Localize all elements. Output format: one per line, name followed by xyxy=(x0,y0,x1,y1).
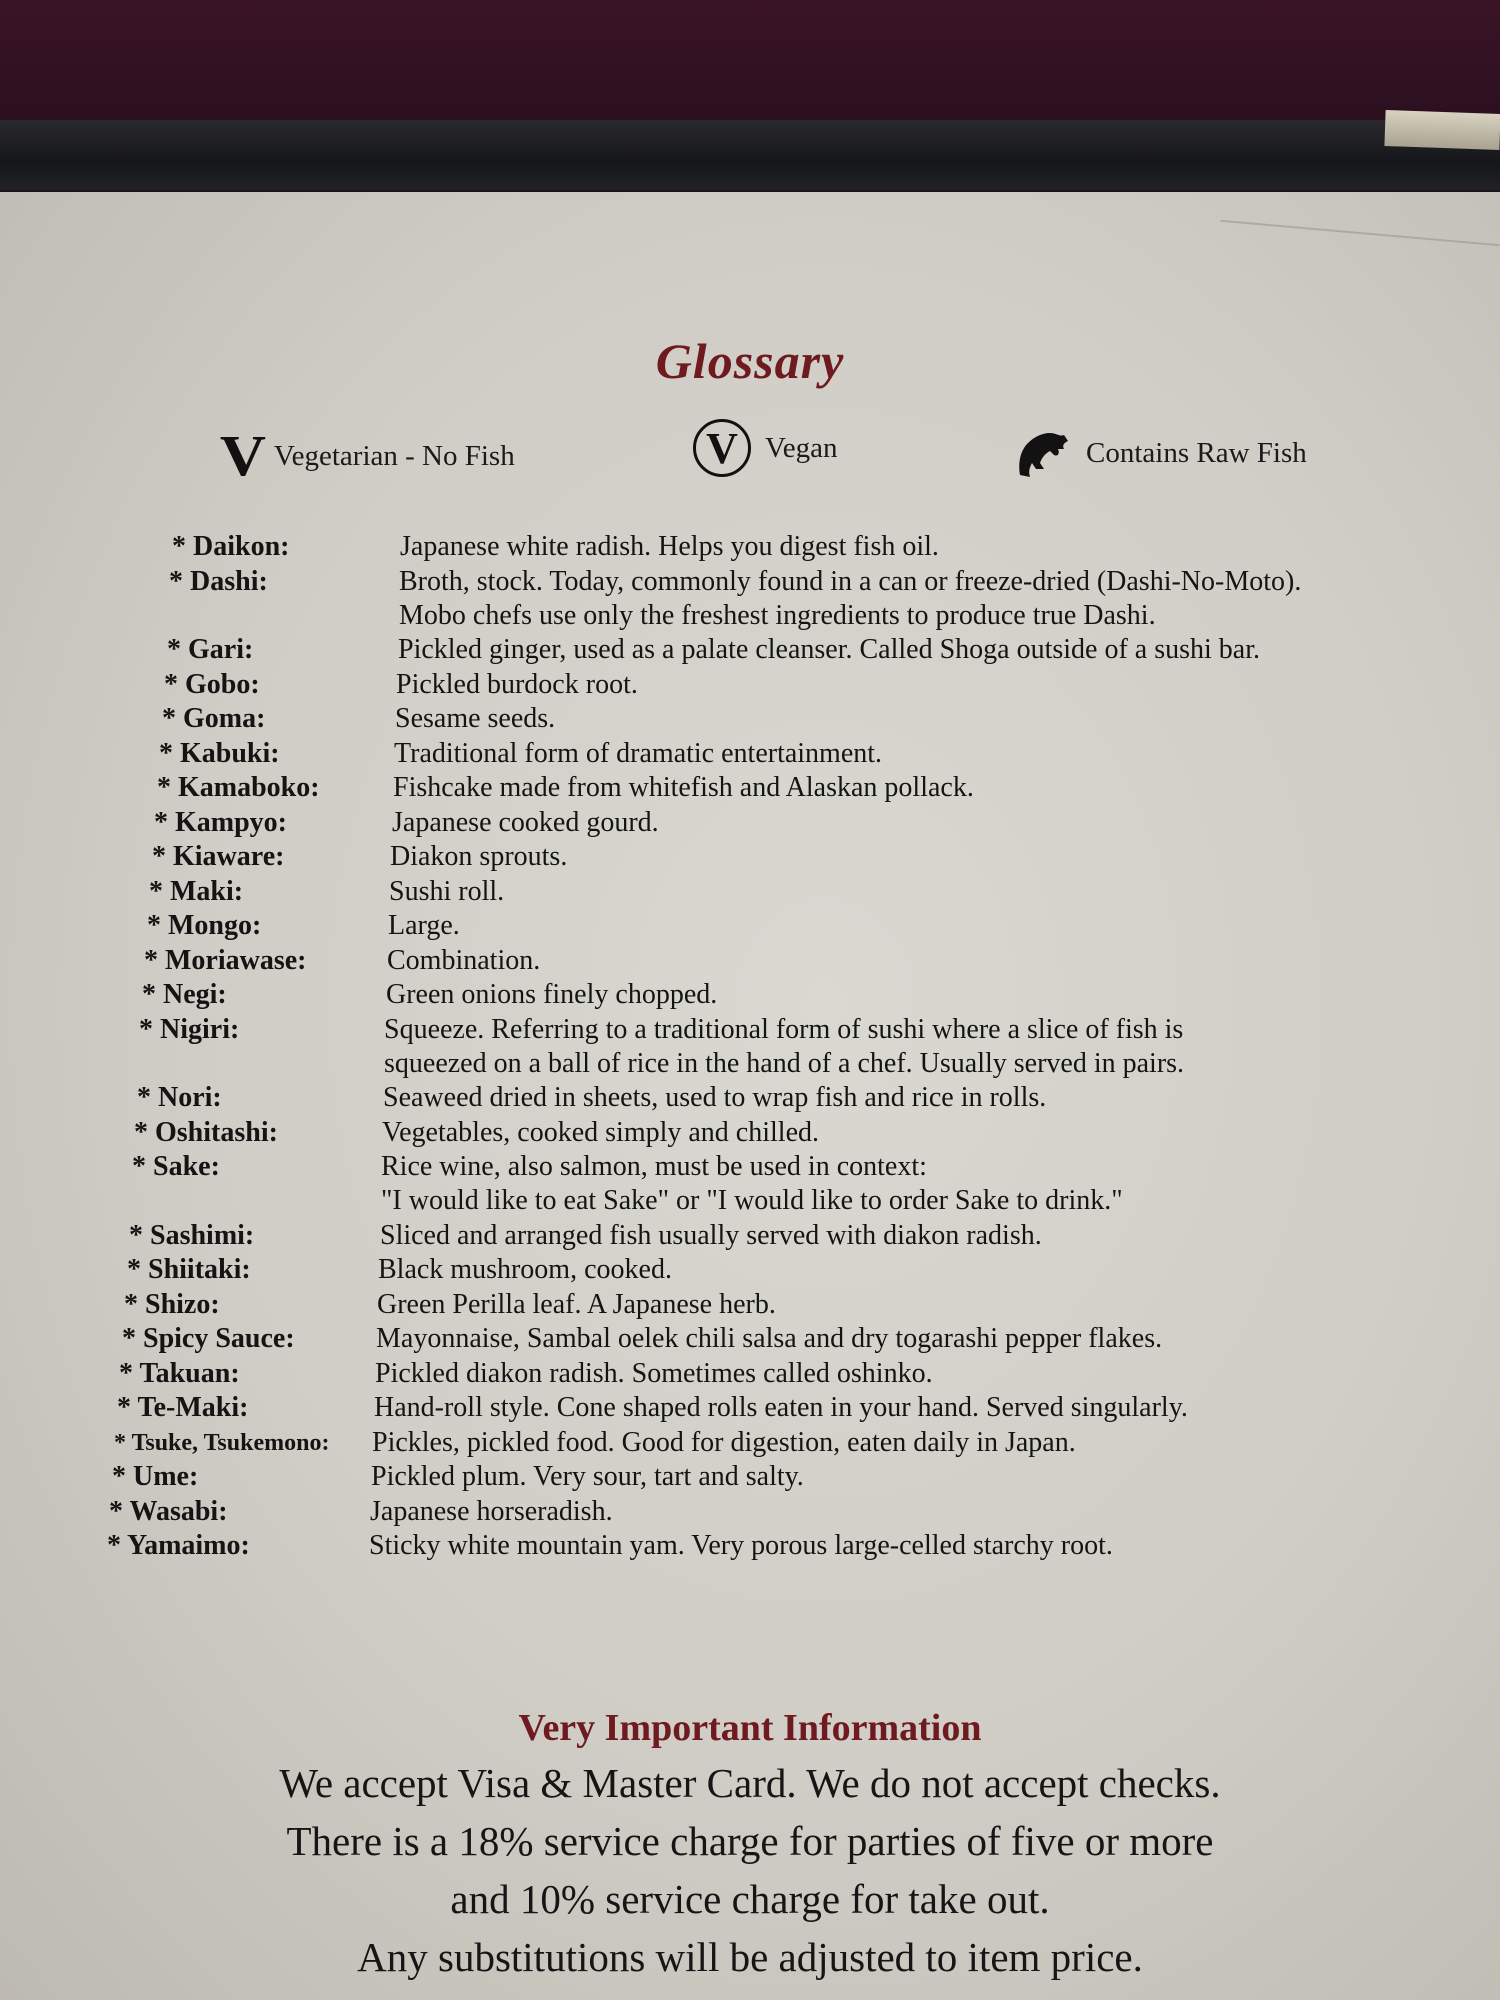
glossary-definition xyxy=(399,565,1301,633)
glossary-definition xyxy=(400,530,939,564)
definition-line: Broth, stock. Today, commonly found in a can or freeze-dried (Dashi-No-Moto). xyxy=(399,565,1302,597)
definition-line: Pickled ginger, used as a palate cleanser. Called Shoga outside of a sushi bar. xyxy=(398,634,1260,665)
glossary-definition xyxy=(375,1357,933,1391)
important-info xyxy=(0,1702,1500,1986)
glossary-definition xyxy=(394,737,882,771)
definition-line: "I would like to eat Sake" or "I would like to order Sake to drink." xyxy=(381,1185,1123,1216)
definition-line: Japanese cooked gourd. xyxy=(392,806,659,838)
legend-vegan-label: Vegan xyxy=(765,431,838,464)
definition-line: Mobo chefs use only the freshest ingredients to produce true Dashi. xyxy=(399,599,1156,631)
glossary-definition xyxy=(386,978,717,1012)
glossary-term: * Maki: xyxy=(149,875,244,907)
glossary-term: * Yamaimo: xyxy=(107,1530,250,1561)
definition-line: Fishcake made from whitefish and Alaskan pollack. xyxy=(393,772,974,803)
glossary-term: * Shiitaki: xyxy=(127,1254,251,1285)
definition-line: Sliced and arranged fish usually served with diakon radish. xyxy=(380,1219,1042,1251)
definition-line: Large. xyxy=(388,910,460,941)
glossary-term: * Takuan: xyxy=(119,1357,240,1389)
definition-line: Sesame seeds. xyxy=(395,703,556,734)
definition-line: Sticky white mountain yam. Very porous large-celled starchy root. xyxy=(369,1530,1113,1561)
glossary-definition xyxy=(396,668,638,702)
glossary-term: * Daikon: xyxy=(172,531,290,562)
glossary-term: * Oshitashi: xyxy=(134,1116,278,1148)
glossary-term: * Shizo: xyxy=(124,1288,220,1320)
glossary-term: * Mongo: xyxy=(147,910,262,941)
binder-strip xyxy=(0,120,1500,190)
definition-line: Pickled burdock root. xyxy=(396,668,638,700)
definition-line: Traditional form of dramatic entertainment. xyxy=(394,737,883,769)
legend-vegetarian xyxy=(219,423,515,488)
definition-line: Pickled plum. Very sour, tart and salty. xyxy=(371,1461,804,1492)
legend-raw-fish-label: Contains Raw Fish xyxy=(1086,436,1307,469)
definition-line: Combination. xyxy=(387,944,541,976)
glossary-term: * Kampyo: xyxy=(154,806,287,838)
glossary-term: * Nori: xyxy=(137,1082,222,1113)
glossary-term: * Tsuke, Tsukemono: xyxy=(114,1429,330,1456)
definition-line: Green onions finely chopped. xyxy=(386,979,718,1010)
glossary-term: * Dashi: xyxy=(169,565,268,597)
glossary-term: * Goma: xyxy=(162,703,266,734)
vegetarian-icon: V xyxy=(219,423,266,488)
definition-line: squeezed on a ball of rice in the hand of a chef. Usually served in pairs. xyxy=(384,1047,1185,1079)
definition-line: Japanese horseradish. xyxy=(370,1495,613,1527)
definition-line: Mayonnaise, Sambal oelek chili salsa and dry togarashi pepper flakes. xyxy=(376,1323,1163,1354)
glossary-term: * Nigiri: xyxy=(139,1013,240,1045)
menu-page xyxy=(0,192,1500,2000)
glossary-term: * Gari: xyxy=(167,634,254,665)
info-line: We accept Visa & Master Card. We do not accept checks. xyxy=(279,1760,1221,1806)
glossary-definition xyxy=(390,840,567,874)
binder-clip xyxy=(1384,110,1500,150)
glossary-definition xyxy=(381,1150,1123,1218)
glossary-term: * Kamaboko: xyxy=(157,772,320,803)
glossary-term: * Negi: xyxy=(142,979,227,1010)
glossary-definition xyxy=(383,1081,1046,1115)
definition-line: Japanese white radish. Helps you digest fish oil. xyxy=(400,531,939,562)
glossary-definition xyxy=(382,1116,819,1150)
glossary-definition xyxy=(369,1529,1113,1563)
glossary-term: * Sake: xyxy=(132,1151,220,1182)
glossary-definition xyxy=(392,806,659,840)
fish-icon xyxy=(1012,423,1072,483)
definition-line: Rice wine, also salmon, must be used in context: xyxy=(381,1151,927,1182)
glossary-definition xyxy=(376,1322,1162,1356)
glossary-term: * Gobo: xyxy=(164,668,260,700)
glossary-term: * Te-Maki: xyxy=(117,1392,249,1423)
definition-line: Pickled diakon radish. Sometimes called oshinko. xyxy=(375,1357,933,1389)
legend xyxy=(0,423,1500,497)
page-title: Glossary xyxy=(655,333,845,389)
definition-line: Squeeze. Referring to a traditional form of sushi where a slice of fish is xyxy=(384,1013,1184,1045)
glossary-term: * Moriawase: xyxy=(144,944,307,976)
glossary-term: * Wasabi: xyxy=(109,1495,228,1527)
glossary-definition xyxy=(395,702,555,736)
definition-line: Black mushroom, cooked. xyxy=(378,1254,672,1285)
paper-crease xyxy=(1220,220,1499,246)
glossary-term: * Kiaware: xyxy=(152,841,285,872)
info-line: and 10% service charge for take out. xyxy=(450,1876,1050,1922)
vegan-icon: V xyxy=(693,419,751,477)
glossary-definition xyxy=(387,944,540,978)
definition-line: Diakon sprouts. xyxy=(390,841,568,872)
glossary-definition xyxy=(388,909,460,943)
glossary-definition xyxy=(370,1495,613,1529)
glossary-definition xyxy=(372,1426,1076,1460)
info-line: Any substitutions will be adjusted to item price. xyxy=(357,1934,1143,1980)
glossary-definition xyxy=(377,1288,776,1322)
glossary-definition xyxy=(384,1013,1184,1081)
glossary-definition xyxy=(380,1219,1042,1253)
glossary-definition xyxy=(393,771,974,805)
glossary-term: * Sashimi: xyxy=(129,1219,255,1251)
glossary-definition xyxy=(398,633,1260,667)
glossary-term: * Kabuki: xyxy=(159,737,280,769)
legend-vegan xyxy=(693,419,837,477)
info-line: There is a 18% service charge for parties of five or more xyxy=(286,1818,1214,1864)
definition-line: Hand-roll style. Cone shaped rolls eaten in your hand. Served singularly. xyxy=(374,1392,1188,1423)
definition-line: Green Perilla leaf. A Japanese herb. xyxy=(377,1288,776,1320)
info-title: Very Important Information xyxy=(518,1707,982,1749)
glossary-definition xyxy=(374,1391,1188,1425)
glossary-term: * Ume: xyxy=(112,1461,199,1492)
definition-line: Seaweed dried in sheets, used to wrap fish and rice in rolls. xyxy=(383,1082,1047,1113)
glossary-definition xyxy=(378,1253,672,1287)
definition-line: Vegetables, cooked simply and chilled. xyxy=(382,1116,819,1148)
glossary-definition xyxy=(389,875,504,909)
legend-vegetarian-label: Vegetarian - No Fish xyxy=(273,439,515,472)
glossary-definition xyxy=(371,1460,804,1494)
legend-raw-fish xyxy=(1012,423,1307,483)
definition-line: Pickles, pickled food. Good for digestion, eaten daily in Japan. xyxy=(372,1426,1076,1458)
definition-line: Sushi roll. xyxy=(389,875,505,907)
glossary-term: * Spicy Sauce: xyxy=(122,1323,295,1354)
